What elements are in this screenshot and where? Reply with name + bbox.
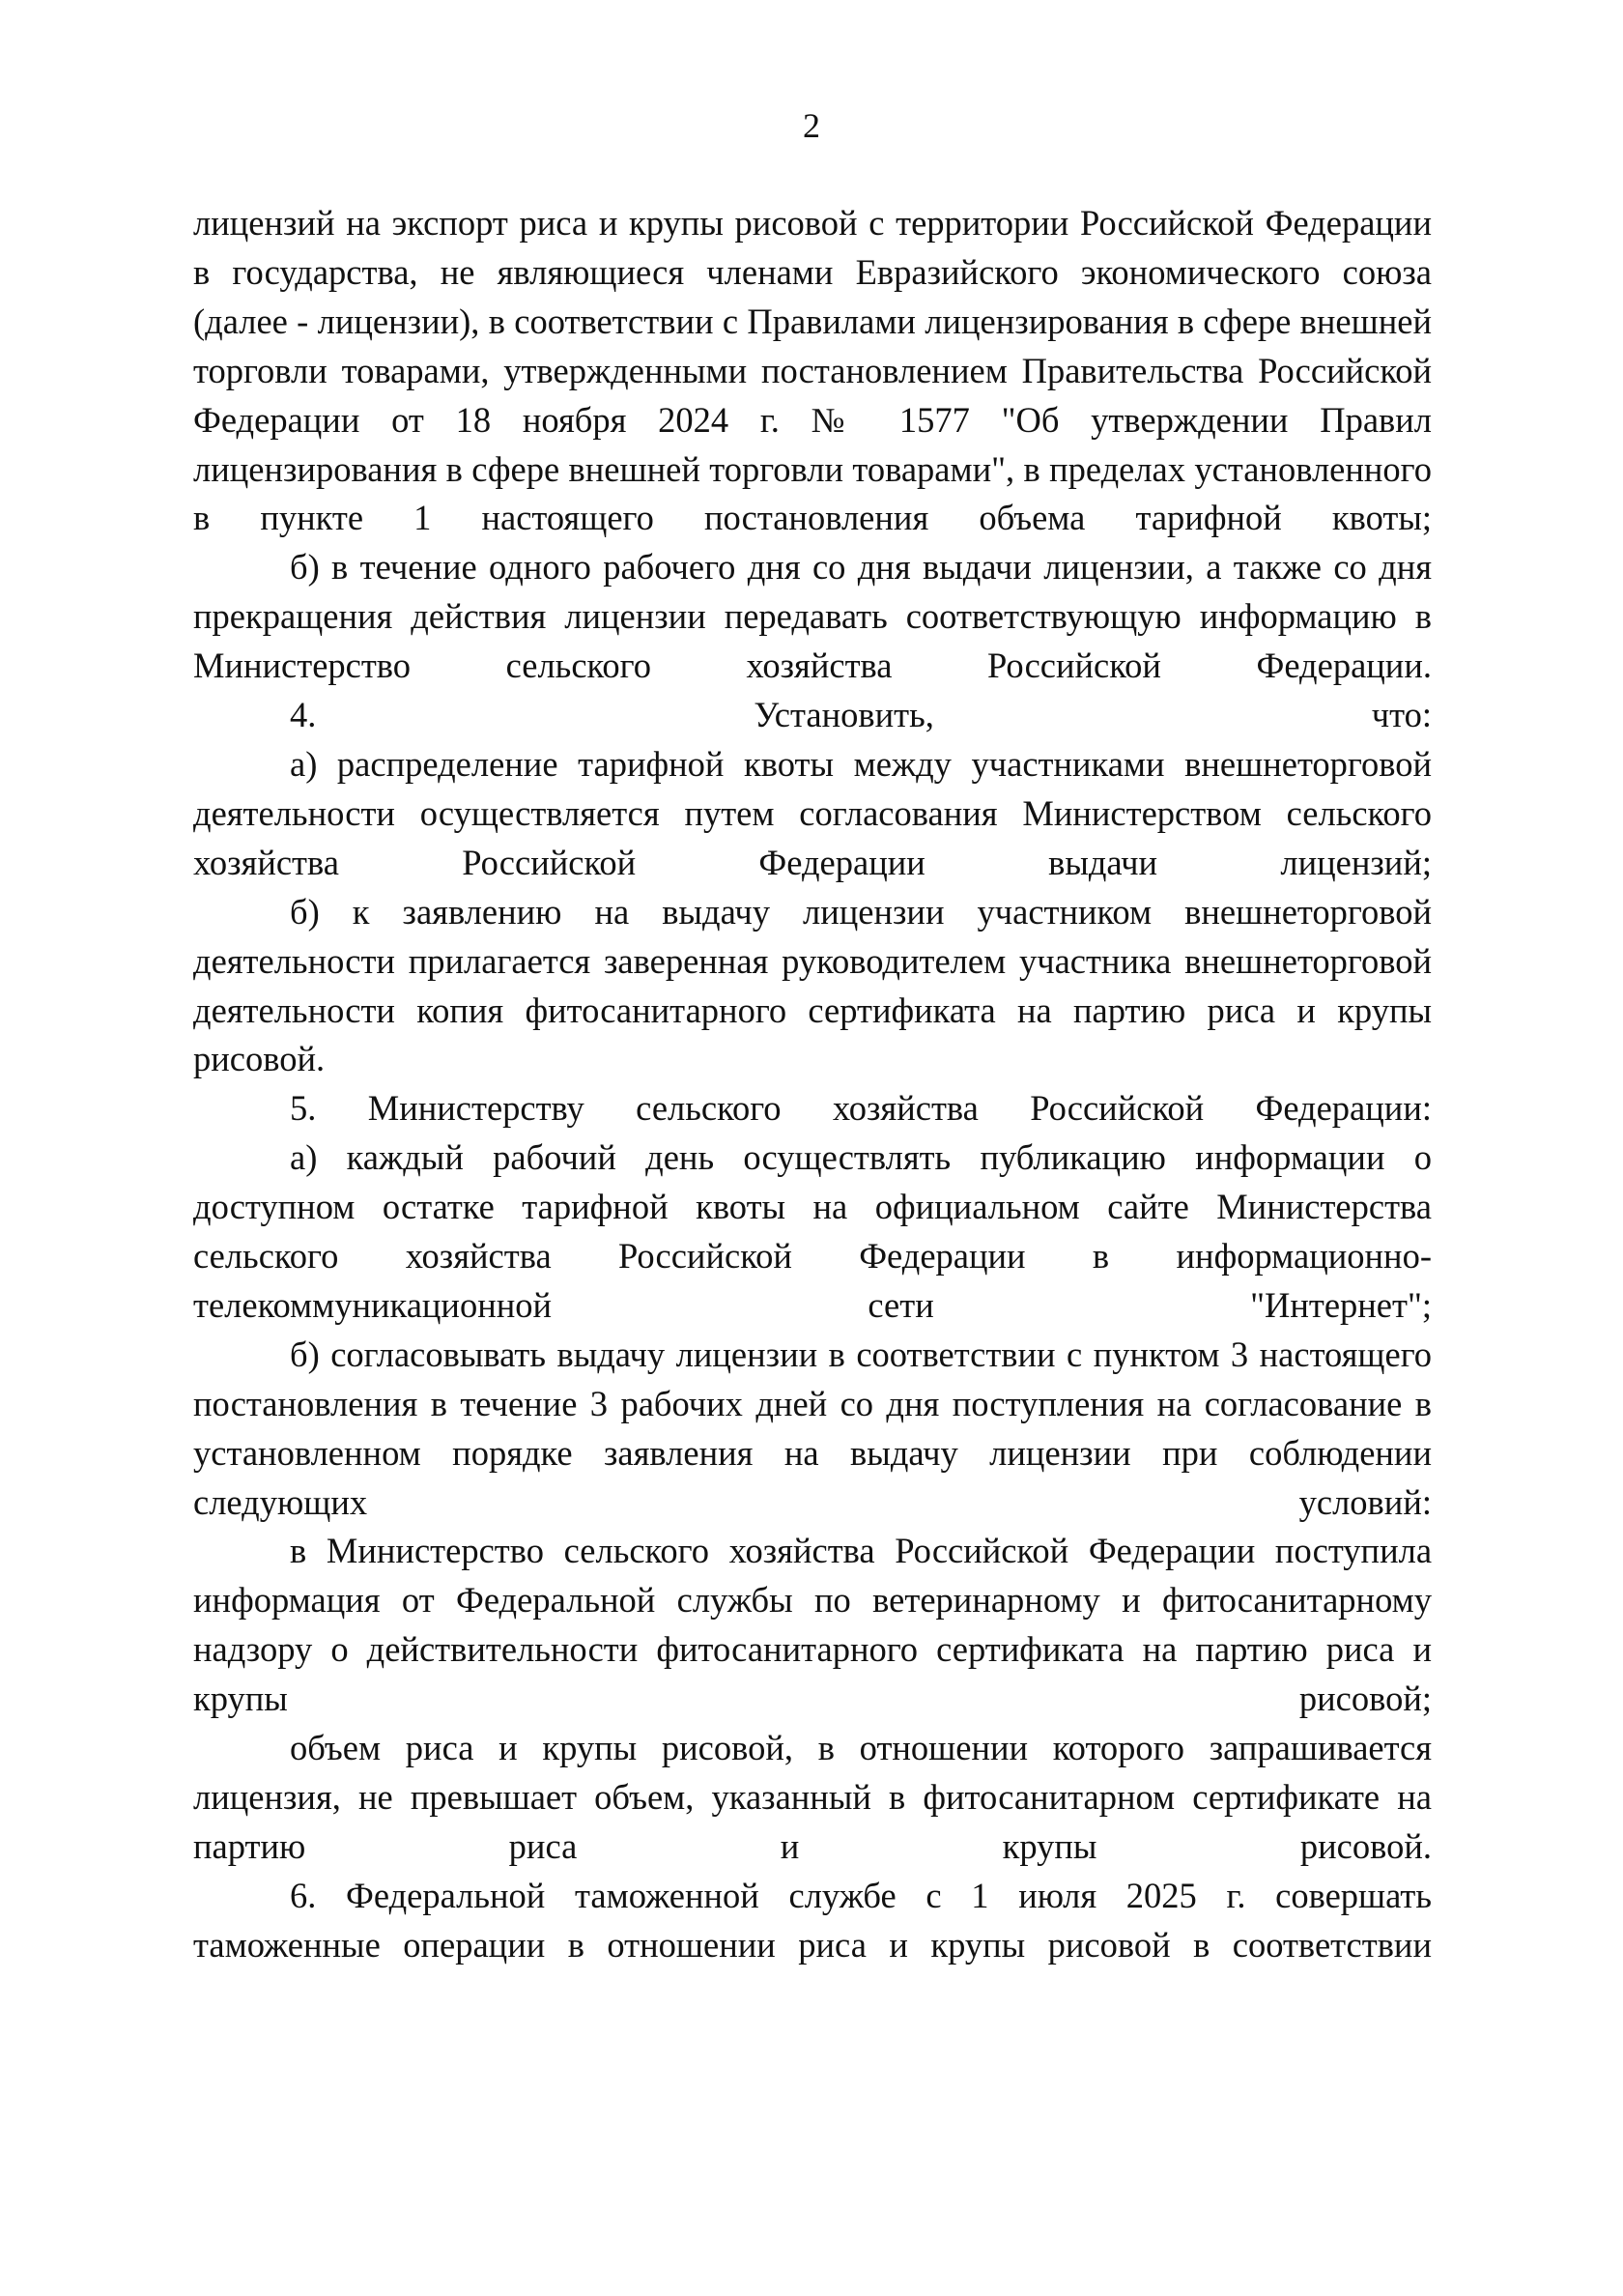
text-line: б) к заявлению на выдачу лицензии участником внешнеторговой bbox=[290, 891, 1432, 932]
text-line: на партию риса и крупы рисовой. bbox=[193, 1777, 1432, 1866]
paragraph-4b bbox=[193, 888, 1432, 1085]
text-line: б) в течение одного рабочего дня со дня выдачи лицензии, а также bbox=[290, 547, 1322, 588]
text-line: на партию риса и крупы рисовой. bbox=[193, 990, 1432, 1079]
paragraph-5 bbox=[193, 1084, 1432, 1134]
text-line: 5. Министерству сельского хозяйства Российской Федерации: bbox=[290, 1088, 1432, 1129]
text-line: внешнеторговой деятельности осуществляется путем согласования bbox=[193, 743, 1433, 833]
paragraph-condition-2 bbox=[193, 1724, 1432, 1872]
paragraph-3b bbox=[193, 543, 1432, 691]
paragraph-licenses-continuation bbox=[193, 199, 1432, 543]
paragraph-5a bbox=[193, 1134, 1432, 1331]
text-line: лицензия, не превышает объем, указанный в фитосанитарном сертификате bbox=[193, 1777, 1381, 1817]
page-number: 2 bbox=[803, 106, 820, 145]
text-line: о доступном остатке тарифной квоты на официальном сайте Министерства bbox=[193, 1137, 1433, 1227]
text-line: сертификата на партию риса и крупы рисовой; bbox=[193, 1629, 1433, 1719]
text-line: б) согласовывать выдачу лицензии в соответствии с пунктом 3 bbox=[290, 1334, 1249, 1374]
text-line: поступила информация от Федеральной службы по ветеринарному bbox=[193, 1531, 1433, 1621]
text-line: информацию в Министерство сельского хозяйства Российской Федерации. bbox=[193, 596, 1432, 686]
document-body bbox=[193, 199, 1432, 1970]
text-line: постановлением Правительства Российской Федерации от 18 ноября bbox=[193, 350, 1432, 440]
text-line: 6. Федеральной таможенной службе с 1 июля 2025 г. совершать bbox=[290, 1875, 1432, 1915]
text-line: торговли товарами", в пределах установленного в пункте 1 настоящего bbox=[193, 448, 1432, 538]
text-line: 4. Установить, что: bbox=[290, 695, 1432, 735]
text-line: а) каждый рабочий день осуществлять публикацию информации bbox=[290, 1137, 1385, 1178]
paragraph-4a bbox=[193, 740, 1432, 888]
text-line: лицензий; bbox=[1280, 842, 1432, 882]
text-line: Федерации в государства, не являющиеся членами Евразийского bbox=[193, 203, 1433, 292]
text-line: сельского хозяйства Российской Федерации в информационно- bbox=[193, 1236, 1432, 1277]
text-line: со дня прекращения действия лицензии передавать соответствующую bbox=[193, 547, 1433, 637]
text-line: телекоммуникационной сети "Интернет"; bbox=[193, 1284, 1432, 1325]
text-line: экономического союза (далее - лицензии), в соответствии с Правилами bbox=[193, 251, 1433, 341]
text-line: на согласование в установленном порядке заявления на выдачу лицензии bbox=[193, 1383, 1432, 1473]
paragraph-4 bbox=[193, 691, 1432, 740]
text-line: и фитосанитарному надзору о действительности фитосанитарного bbox=[193, 1580, 1432, 1670]
paragraph-6 bbox=[193, 1872, 1432, 1970]
text-line: Министерством сельского хозяйства Российской Федерации выдачи bbox=[193, 792, 1432, 882]
text-line: при соблюдении следующих условий: bbox=[193, 1432, 1432, 1522]
text-line: внешнеторговой деятельности копия фитосанитарного сертификата bbox=[193, 940, 1433, 1030]
text-line: объем риса и крупы рисовой, в отношении которого запрашивается bbox=[290, 1728, 1432, 1768]
text-line: 2024 г. № 1577 "Об утверждении Правил лицензирования в сфере внешней bbox=[193, 399, 1432, 489]
text-line: таможенные операции в отношении риса и крупы рисовой в соответствии bbox=[193, 1924, 1432, 1965]
text-line: постановления объема тарифной квоты; bbox=[703, 498, 1432, 538]
paragraph-5b bbox=[193, 1331, 1432, 1528]
text-line: а) распределение тарифной квоты между участниками bbox=[290, 743, 1165, 784]
text-line: лицензий на экспорт риса и крупы рисовой с территории Российской bbox=[193, 203, 1254, 243]
text-line: в Министерство сельского хозяйства Российской Федерации bbox=[290, 1531, 1256, 1571]
text-line: настоящего постановления в течение 3 рабочих дней со дня поступления bbox=[193, 1334, 1433, 1423]
text-line: деятельности прилагается заверенная руководителем участника bbox=[193, 940, 1172, 981]
paragraph-condition-1 bbox=[193, 1527, 1432, 1724]
text-line: лицензирования в сфере внешней торговли товарами, утвержденными bbox=[193, 301, 1433, 390]
